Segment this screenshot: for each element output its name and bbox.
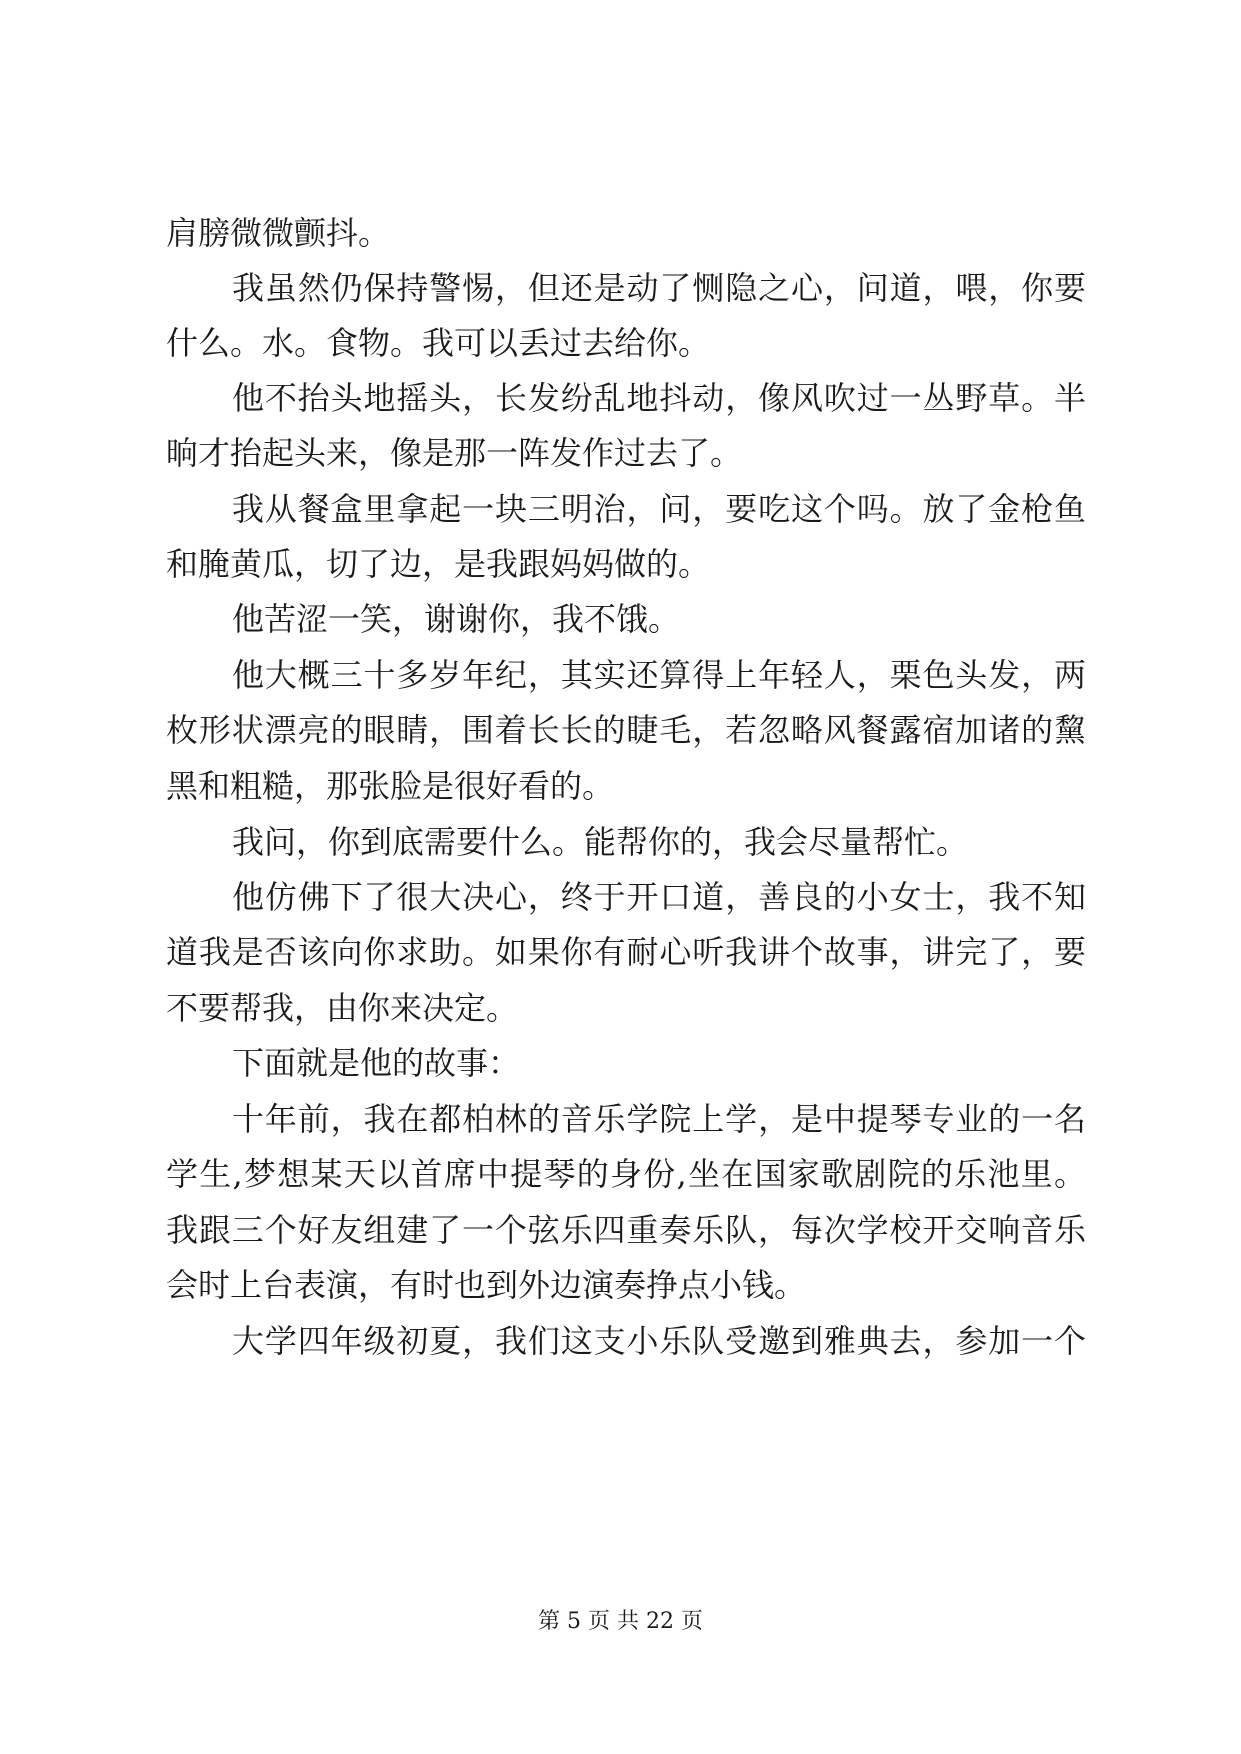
text-line: 他苦涩一笑，谢谢你，我不饿。 [232,600,681,638]
text-line: 学生,梦想某天以首席中提琴的身份,坐在国家歌剧院的乐池里。 [166,1155,1086,1193]
text-line: 不要帮我，由你来决定。 [166,989,519,1027]
text-line: 他不抬头地摇头，长发纷乱地抖动，像风吹过一丛野草。半 [232,379,1086,417]
text-line: 他仿佛下了很大决心，终于开口道，善良的小女士，我不知 [232,878,1086,916]
text-line: 道我是否该向你求助。如果你有耐心听我讲个故事，讲完了，要 [166,933,1086,971]
text-line: 下面就是他的故事： [232,1044,521,1082]
text-line: 枚形状漂亮的眼睛，围着长长的睫毛，若忽略风餐露宿加诸的黧 [166,711,1086,749]
text-line: 我虽然仍保持警惕，但还是动了恻隐之心，问道，喂，你要 [232,269,1086,307]
text-line: 十年前，我在都柏林的音乐学院上学，是中提琴专业的一名 [232,1100,1086,1138]
text-line: 什么。水。食物。我可以丢过去给你。 [166,324,711,362]
text-line: 大学四年级初夏，我们这支小乐队受邀到雅典去，参加一个 [232,1322,1086,1360]
page-footer: 第 5 页 共 22 页 [538,1609,703,1634]
text-line: 肩膀微微颤抖。 [166,214,391,252]
text-line: 黑和粗糙，那张脸是很好看的。 [166,767,615,805]
text-line: 会时上台表演，有时也到外边演奏挣点小钱。 [166,1266,807,1304]
text-line: 我跟三个好友组建了一个弦乐四重奏乐队，每次学校开交响音乐 [166,1211,1086,1249]
text-line: 晌才抬起头来，像是那一阵发作过去了。 [166,434,743,472]
text-line: 他大概三十多岁年纪，其实还算得上年轻人，栗色头发，两 [232,656,1086,694]
text-line: 我从餐盒里拿起一块三明治，问，要吃这个吗。放了金枪鱼 [232,490,1086,528]
text-line: 和腌黄瓜，切了边，是我跟妈妈做的。 [166,545,711,583]
text-line: 我问，你到底需要什么。能帮你的，我会尽量帮忙。 [232,823,969,861]
